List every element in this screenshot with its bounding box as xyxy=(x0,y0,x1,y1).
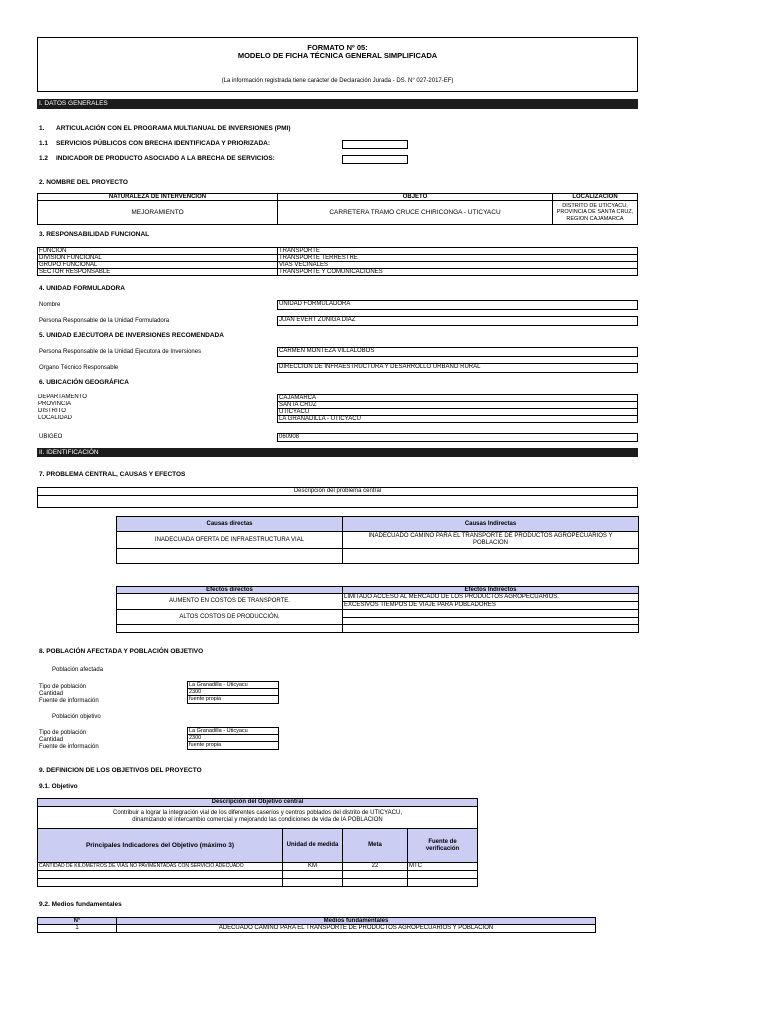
page-title: MODELO DE FICHA TÉCNICA GENERAL SIMPLIFICADA xyxy=(237,51,438,60)
loc-line: REGION CAJAMARCA xyxy=(566,215,624,222)
causa-indirecta-1 xyxy=(342,531,639,549)
medios-header: Medios fundamentales xyxy=(116,917,596,925)
unidad-medida-3 xyxy=(282,878,343,887)
ubicacion-label: PROVINCIA xyxy=(38,401,72,407)
section-bar-datos-generales: I. DATOS GENERALES xyxy=(37,99,638,109)
ubicacion-value[interactable]: CAJAMARCA xyxy=(277,394,638,402)
objetivo-desc-line: dinamizando el intercambio comercial y mejorando las condiciones de vida de lA POBLACION xyxy=(132,817,383,823)
fuente-verificacion-line: Fuente de xyxy=(428,838,457,845)
objetivo-desc-header: Descripción del Objetivo central xyxy=(37,798,478,807)
loc-header: LOCALIZACION xyxy=(552,193,638,201)
objetivo-cantidad-field[interactable]: 2300 xyxy=(187,734,279,742)
indicador-field[interactable] xyxy=(342,155,408,164)
format-title: FORMATO Nº 05: xyxy=(307,43,368,52)
servicios-field[interactable] xyxy=(342,140,408,149)
ubicacion-value[interactable]: UTICYACU xyxy=(277,408,638,416)
numero-header: N° xyxy=(37,917,117,925)
funcional-value[interactable]: TRANSPORTE TERRESTRE xyxy=(277,254,638,262)
fuente-verificacion-3 xyxy=(407,878,478,887)
resp-ue-label: Persona Responsable de la Unidad Ejecutora de Inversiones xyxy=(39,349,202,355)
fuente-verificacion-1: MTC xyxy=(407,862,478,871)
efecto-directo-1: AUMENTO EN COSTOS DE TRANSPORTE. xyxy=(116,593,343,610)
unidad-ejecutora-heading: 5. UNIDAD EJECUTORA DE INVERSIONES RECOMENDADA xyxy=(39,332,224,339)
fuente-label: Fuente de información xyxy=(39,698,99,704)
medios-subheading: 9.2. Medios fundamentales xyxy=(39,901,122,908)
indicadores-header: Principales Indicadores del Objetivo (máximo 3) xyxy=(37,828,283,863)
fuente-verificacion-header xyxy=(407,828,478,863)
funcional-label: DIVISION FUNCIONAL xyxy=(37,254,278,262)
funcional-label: GRUPO FUNCIONAL xyxy=(37,261,278,269)
poblacion-objetivo-label: Población objetivo xyxy=(52,714,101,720)
organo-field[interactable]: DIRECCION DE INFRAESTRUCTURA Y DESARROLLO URBANO RURAL xyxy=(277,363,638,373)
problema-heading: 7. PROBLEMA CENTRAL, CAUSAS Y EFECTOS xyxy=(39,471,186,478)
cantidad-label: Cantidad xyxy=(39,737,64,743)
item-number: 1.2 xyxy=(39,155,49,162)
funcional-label: FUNCION xyxy=(37,247,278,255)
funcional-label: SECTOR RESPONSABLE xyxy=(37,268,278,276)
efectos-directos-header: Efectos directos xyxy=(116,586,343,594)
meta-3 xyxy=(342,878,408,887)
fuente-verificacion-line: verificación xyxy=(425,845,460,852)
header-note: (La información registrada tiene carácter de Declaración Jurada - DS. N° 027-2017-EF) xyxy=(221,78,454,84)
causa-directa-1: INADECUADA OFERTA DE INFRAESTRUCTURA VIAL xyxy=(116,531,343,549)
causa-indirecta-2 xyxy=(342,548,639,564)
ubicacion-value[interactable]: SANTA CRUZ xyxy=(277,401,638,409)
ubicacion-label: DEPARTAMENTO xyxy=(38,394,87,400)
ubigeo-label: UBIGEO xyxy=(39,434,63,440)
medio-1: ADECUADO CAMINO PARA EL TRANSPORTE DE PRODUCTOS AGROPECUARIOS Y POBLACIÓN xyxy=(116,924,596,933)
nat-header: NATURALEZA DE INTERVENCION xyxy=(37,193,278,201)
indicador-3 xyxy=(37,878,283,887)
item-number: 1.1 xyxy=(39,140,49,147)
resp-uf-label: Persona Responsable de la Unidad Formuladora xyxy=(39,318,170,324)
ubicacion-heading: 6. UBICACIÓN GEOGRÁFICA xyxy=(39,379,129,386)
organo-label: Organo Técnico Responsable xyxy=(39,365,119,371)
item-number: 1. xyxy=(39,125,45,132)
unidad-formuladora-heading: 4. UNIDAD FORMULADORA xyxy=(39,285,125,292)
fuente-label: Fuente de información xyxy=(39,744,99,750)
funcional-value[interactable]: TRANSPORTE xyxy=(277,247,638,255)
loc-value xyxy=(552,200,638,225)
efecto-indirecto-1: LIMITADO ACCESO AL MERCADO DE LOS PRODUCTOS AGROPECUARIOS. xyxy=(342,593,639,602)
tipo-label: Tipo de población xyxy=(39,684,87,690)
unidad-medida-header: Unidad de medida xyxy=(282,828,343,863)
nombre-proyecto-heading: 2. NOMBRE DEL PROYECTO xyxy=(39,179,128,186)
funcional-value[interactable]: VÍAS VECINALES xyxy=(277,261,638,269)
objetivo-fuente-field[interactable]: fuente propia xyxy=(187,741,279,750)
ubicacion-value[interactable]: LA GRANADILLA - UTICYACU xyxy=(277,415,638,423)
resp-uf-field[interactable]: JUAN EVERT ZUÑIGA DIAZ xyxy=(277,316,638,326)
cantidad-label: Cantidad xyxy=(39,691,64,697)
problema-field[interactable] xyxy=(37,495,638,508)
afectada-cantidad-field[interactable]: 2300 xyxy=(187,688,279,696)
loc-line: PROVINCIA DE SANTA CRUZ, xyxy=(556,209,634,216)
resp-ue-field[interactable]: CARMEN MONTEZA VILLALOBOS xyxy=(277,347,638,357)
ubigeo-field[interactable]: 060908 xyxy=(277,433,638,442)
problema-header: Descripción del problema central xyxy=(37,487,638,496)
meta-header: Meta xyxy=(342,828,408,863)
medio-numero-1: 1 xyxy=(37,924,117,933)
poblacion-heading: 8. POBLACIÓN AFECTADA Y POBLACIÓN OBJETIVO xyxy=(39,648,204,655)
objetivo-subheading: 9.1. Objetivo xyxy=(39,783,78,790)
causa-indirecta-line: POBLACION xyxy=(472,540,508,546)
objetivo-desc xyxy=(37,806,478,829)
afectada-fuente-field[interactable]: fuente propia xyxy=(187,695,279,704)
funcional-value[interactable]: TRANSPORTE Y COMUNICACIONES xyxy=(277,268,638,276)
indicador-label: INDICADOR DE PRODUCTO ASOCIADO A LA BRECHA DE SERVICIOS: xyxy=(56,155,275,162)
nat-value: MEJORAMIENTO xyxy=(37,200,278,225)
loc-line: DISTRITO DE UTICYACU, xyxy=(562,202,628,209)
pmi-heading: ARTICULACIÓN CON EL PROGRAMA MULTIANUAL DE INVERSIONES (PMI) xyxy=(56,125,291,132)
nombre-field[interactable]: UNIDAD FORMULADORA xyxy=(277,300,638,310)
unidad-medida-1: KM xyxy=(282,862,343,871)
obj-value: CARRETERA TRAMO CRUCE CHIRICONGA - UTICYACU xyxy=(277,200,553,225)
objetivos-heading: 9. DEFINICION DE LOS OBJETIVOS DEL PROYECTO xyxy=(39,767,202,774)
responsabilidad-heading: 3. RESPONSABILIDAD FUNCIONAL xyxy=(39,231,150,238)
poblacion-afectada-label: Población afectada xyxy=(52,667,104,673)
tipo-label: Tipo de población xyxy=(39,730,87,736)
causa-directa-2 xyxy=(116,548,343,564)
efecto-directo-2: ALTOS COSTOS DE PRODUCCIÓN. xyxy=(116,609,343,625)
meta-1: 22 xyxy=(342,862,408,871)
efecto-indirecto-5 xyxy=(342,624,639,633)
nombre-label: Nombre xyxy=(39,302,61,308)
objetivo-desc-line: Contribuir a lograr la integración vial de los diferentes caseríos y centros poblados del distrito de UTICYACU, xyxy=(112,810,403,816)
causas-directas-header: Causas directas xyxy=(116,516,343,532)
efecto-indirecto-2: EXCESIVOS TIEMPOS DE VIAJE PARA POBLADORES xyxy=(342,601,639,610)
causas-indirectas-header: Causas Indirectas xyxy=(342,516,639,532)
causa-indirecta-line: INADECUADO CAMINO PARA EL TRANSPORTE DE PRODUCTOS AGROPECUARIOS Y xyxy=(368,533,613,539)
obj-header: OBJETO xyxy=(277,193,553,201)
ubicacion-label: DISTRITO xyxy=(38,408,66,414)
efectos-indirectos-header: Efectos Indirectos xyxy=(342,586,639,594)
section-bar-identificacion: II. IDENTIFICACIÓN xyxy=(37,448,638,457)
afectada-tipo-field[interactable]: La Granadilla - Uticyacu xyxy=(187,681,279,689)
indicador-1: CANTIDAD DE KILOMETROS DE VIAS NO PAVIMENTADAS CON SERVICIO ADECUADO xyxy=(37,862,283,871)
servicios-label: SERVICIOS PÚBLICOS CON BRECHA IDENTIFICADA Y PRIORIZADA: xyxy=(56,140,271,147)
ubicacion-label: LOCALIDAD xyxy=(38,415,73,421)
objetivo-tipo-field[interactable]: La Granadilla - Uticyacu xyxy=(187,727,279,735)
efecto-directo-3 xyxy=(116,624,343,633)
